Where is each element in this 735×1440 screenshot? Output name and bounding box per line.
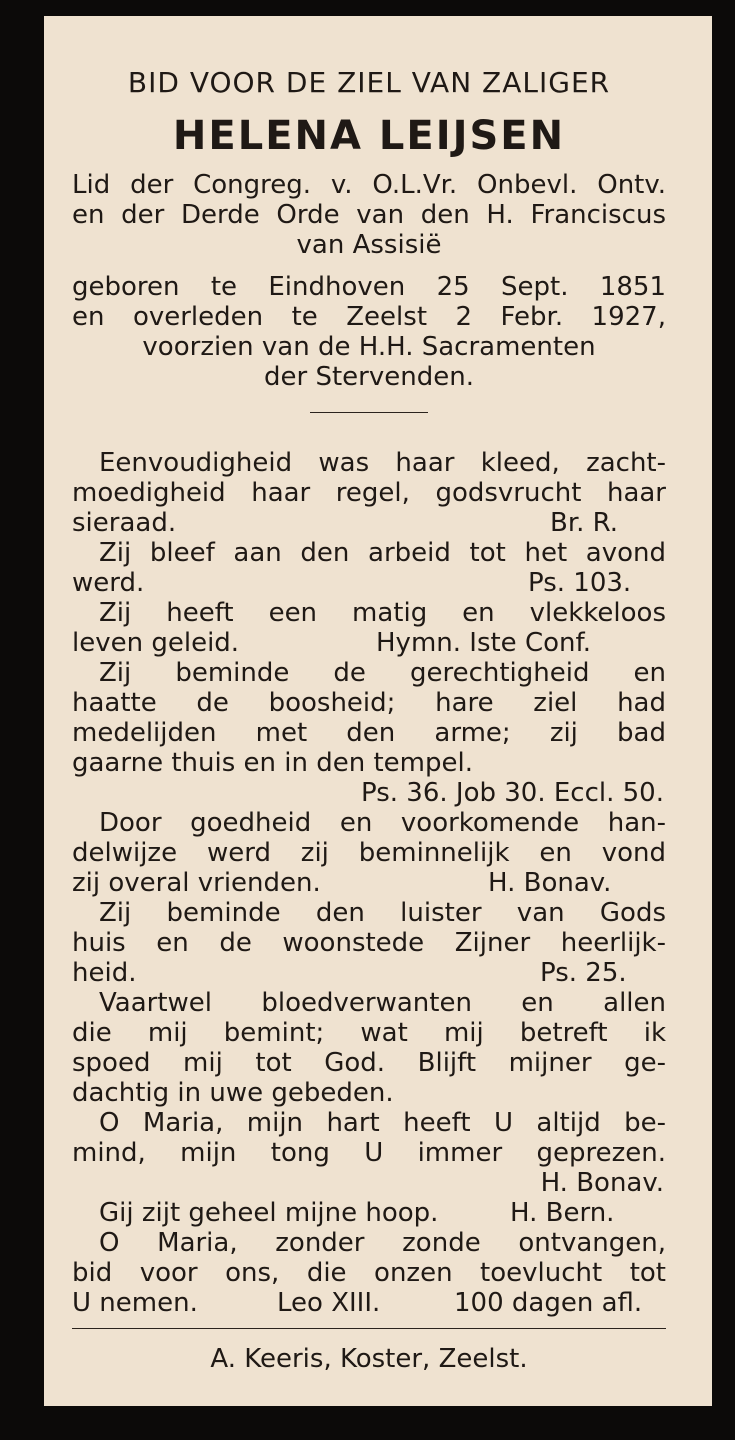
quote-line: medelijden met den arme; zij bad	[72, 718, 666, 748]
memorial-card	[44, 16, 712, 1406]
quote-reference: Hymn. Iste Conf.	[376, 628, 592, 658]
bio-line: Lid der Congreg. v. O.L.Vr. Onbevl. Ontv.	[72, 170, 666, 200]
quote-line	[72, 628, 666, 658]
quote-reference: Ps. 36. Job 30. Eccl. 50.	[361, 778, 664, 808]
quote-reference: Leo XIII.	[277, 1288, 381, 1318]
quote-line: O Maria, zonder zonde ontvangen,	[99, 1228, 666, 1258]
quote-line	[72, 568, 666, 598]
divider-short	[310, 412, 428, 413]
quote-line: spoed mij tot God. Blijft mijner ge-	[72, 1048, 666, 1078]
bio-line: van Assisië	[296, 230, 442, 260]
quote-line: Door goedheid en voorkomende han-	[99, 808, 666, 838]
quote-text: werd.	[72, 568, 145, 598]
quote-line	[72, 958, 666, 988]
quote-line: Zij bleef aan den arbeid tot het avond	[99, 538, 666, 568]
quote-line: dachtig in uwe gebeden.	[72, 1078, 394, 1108]
quote-line: O Maria, mijn hart heeft U altijd be-	[99, 1108, 666, 1138]
bio-line: voorzien van de H.H. Sacramenten	[142, 332, 596, 362]
quote-line: Zij beminde den luister van Gods	[99, 898, 666, 928]
bio-line: en der Derde Orde van den H. Franciscus	[72, 200, 666, 230]
quote-line: Eenvoudigheid was haar kleed, zacht-	[99, 448, 666, 478]
quote-line	[72, 1288, 666, 1318]
quote-line: huis en de woonstede Zijner heerlijk-	[72, 928, 666, 958]
quote-line	[72, 868, 666, 898]
quote-text: leven geleid.	[72, 628, 240, 658]
quote-reference: Br. R.	[550, 508, 619, 538]
bio-line: geboren te Eindhoven 25 Sept. 1851	[72, 272, 666, 302]
quote-reference: Ps. 103.	[528, 568, 632, 598]
quote-text: sieraad.	[72, 508, 177, 538]
printer-credit: A. Keeris, Koster, Zeelst.	[210, 1344, 528, 1374]
quote-text: heid.	[72, 958, 137, 988]
quote-line: gaarne thuis en in den tempel.	[72, 748, 473, 778]
deceased-name: HELENA LEIJSEN	[172, 113, 566, 159]
quote-line	[72, 1198, 666, 1228]
quote-line: Zij heeft een matig en vlekkeloos	[99, 598, 666, 628]
indulgence-note: 100 dagen afl.	[454, 1288, 643, 1318]
quote-reference: H. Bonav.	[488, 868, 612, 898]
quote-line: mind, mijn tong U immer geprezen.	[72, 1138, 666, 1168]
quote-reference: H. Bern.	[510, 1198, 615, 1228]
bio-line: der Stervenden.	[264, 362, 474, 392]
quote-line: Zij beminde de gerechtigheid en	[99, 658, 666, 688]
quote-reference: Ps. 25.	[540, 958, 627, 988]
quote-line: haatte de boosheid; hare ziel had	[72, 688, 666, 718]
divider-long	[72, 1328, 666, 1329]
quote-line: bid voor ons, die onzen toevlucht tot	[72, 1258, 666, 1288]
quote-reference: H. Bonav.	[540, 1168, 664, 1198]
card-heading: BID VOOR DE ZIEL VAN ZALIGER	[127, 66, 611, 99]
quote-line: delwijze werd zij beminnelijk en vond	[72, 838, 666, 868]
bio-line: en overleden te Zeelst 2 Febr. 1927,	[72, 302, 666, 332]
quote-text: zij overal vrienden.	[72, 868, 321, 898]
quote-line	[72, 508, 666, 538]
quote-line: Vaartwel bloedverwanten en allen	[99, 988, 666, 1018]
quote-text: U nemen.	[72, 1288, 198, 1318]
quote-line: die mij bemint; wat mij betreft ik	[72, 1018, 666, 1048]
quote-line: moedigheid haar regel, godsvrucht haar	[72, 478, 666, 508]
quote-text: Gij zijt geheel mijne hoop.	[99, 1198, 439, 1228]
